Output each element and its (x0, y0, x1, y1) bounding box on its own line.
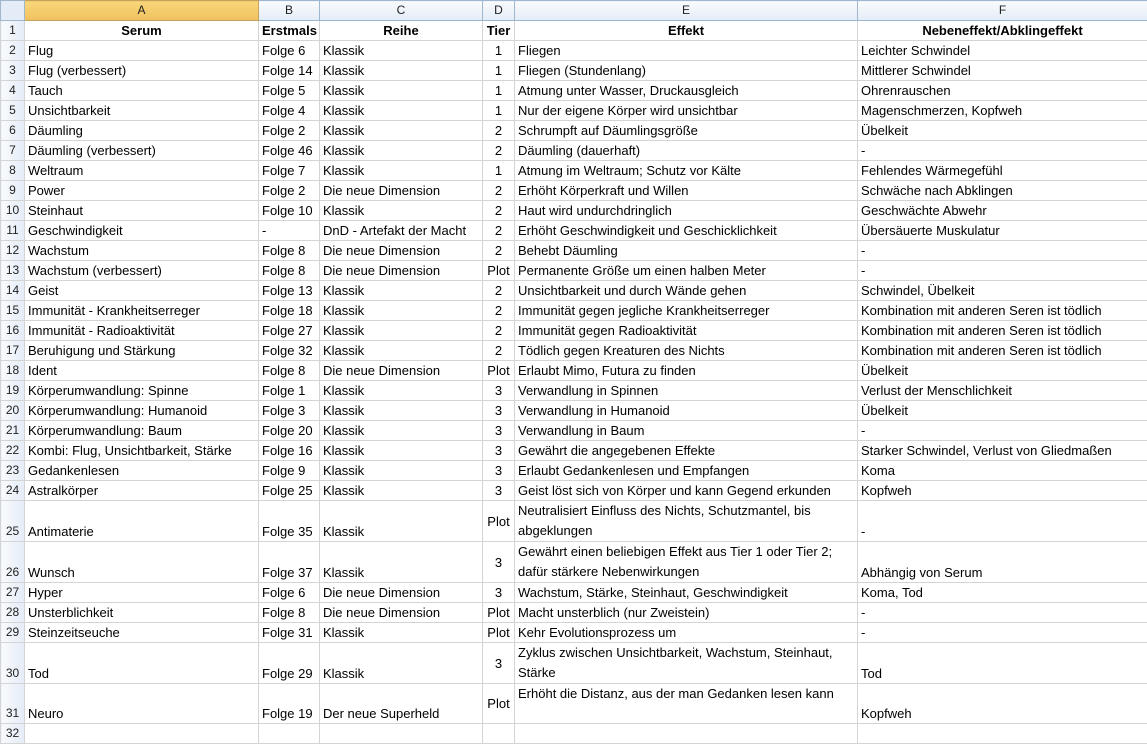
cell-nebeneffekt[interactable]: Übersäuerte Muskulatur (858, 221, 1147, 241)
table-row (1, 542, 1147, 583)
cell-serum[interactable]: Hyper (25, 583, 259, 603)
cell-reihe[interactable]: Die neue Dimension (320, 181, 483, 201)
cell-reihe[interactable]: Klassik (320, 542, 483, 583)
table-row (1, 461, 1147, 481)
cell-erstmals[interactable]: Folge 32 (259, 341, 320, 361)
cell-effekt[interactable]: Immunität gegen Radioaktivität (515, 321, 858, 341)
cell-serum[interactable]: Däumling (verbessert) (25, 141, 259, 161)
cell-erstmals[interactable]: Folge 3 (259, 401, 320, 421)
cell-nebeneffekt[interactable]: Schwindel, Übelkeit (858, 281, 1147, 301)
table-row (1, 301, 1147, 321)
cell-erstmals[interactable]: Folge 46 (259, 141, 320, 161)
cell-serum[interactable]: Wachstum (verbessert) (25, 261, 259, 281)
cell-erstmals[interactable]: Folge 27 (259, 321, 320, 341)
cell-reihe[interactable]: Klassik (320, 321, 483, 341)
cell-nebeneffekt[interactable]: Magenschmerzen, Kopfweh (858, 101, 1147, 121)
cell-reihe[interactable]: Klassik (320, 381, 483, 401)
cell-reihe[interactable]: Klassik (320, 281, 483, 301)
row-number[interactable]: 30 (1, 643, 25, 684)
cell-effekt[interactable]: Gewährt die angegebenen Effekte (515, 441, 858, 461)
cell-erstmals[interactable]: Folge 9 (259, 461, 320, 481)
cell-nebeneffekt[interactable]: Übelkeit (858, 361, 1147, 381)
cell-effekt[interactable]: Immunität gegen jegliche Krankheitserreger (515, 301, 858, 321)
cell-effekt[interactable]: Wachstum, Stärke, Steinhaut, Geschwindigkeit (515, 583, 858, 603)
cell-tier[interactable]: Plot (483, 261, 515, 281)
cell-effekt[interactable]: Kehr Evolutionsprozess um (515, 623, 858, 643)
cell-reihe[interactable]: Klassik (320, 441, 483, 461)
cell-effekt[interactable]: Erlaubt Gedankenlesen und Empfangen (515, 461, 858, 481)
cell-serum[interactable]: Körperumwandlung: Humanoid (25, 401, 259, 421)
cell-nebeneffekt[interactable]: - (858, 623, 1147, 643)
column-header-row (1, 1, 1147, 21)
cell-reihe[interactable]: Klassik (320, 81, 483, 101)
row-number[interactable]: 11 (1, 221, 25, 241)
cell-serum[interactable]: Tauch (25, 81, 259, 101)
row-number[interactable]: 32 (1, 724, 25, 744)
cell-serum[interactable]: Wachstum (25, 241, 259, 261)
table-row (1, 81, 1147, 101)
column-header-b[interactable]: B (259, 1, 320, 21)
cell-nebeneffekt[interactable]: Geschwächte Abwehr (858, 201, 1147, 221)
cell-serum[interactable]: Däumling (25, 121, 259, 141)
cell-reihe[interactable]: Die neue Dimension (320, 241, 483, 261)
cell-nebeneffekt[interactable]: Fehlendes Wärmegefühl (858, 161, 1147, 181)
row-number[interactable]: 13 (1, 261, 25, 281)
row-number[interactable]: 17 (1, 341, 25, 361)
row-number[interactable]: 21 (1, 421, 25, 441)
cell-serum[interactable]: Ident (25, 361, 259, 381)
cell-tier[interactable]: 3 (483, 461, 515, 481)
cell-tier[interactable]: 2 (483, 241, 515, 261)
column-header-f[interactable]: F (858, 1, 1147, 21)
cell-serum[interactable]: Immunität - Krankheitserreger (25, 301, 259, 321)
cell-tier[interactable]: 3 (483, 441, 515, 461)
row-number[interactable]: 6 (1, 121, 25, 141)
table-row (1, 41, 1147, 61)
row-number[interactable]: 1 (1, 21, 25, 41)
cell-nebeneffekt[interactable]: Kombination mit anderen Seren ist tödlich (858, 301, 1147, 321)
cell-serum[interactable]: Flug (verbessert) (25, 61, 259, 81)
row-number[interactable]: 20 (1, 401, 25, 421)
row-number[interactable]: 5 (1, 101, 25, 121)
cell-serum[interactable]: Kombi: Flug, Unsichtbarkeit, Stärke (25, 441, 259, 461)
cell-serum[interactable]: Power (25, 181, 259, 201)
cell-serum[interactable]: Geschwindigkeit (25, 221, 259, 241)
table-row (1, 201, 1147, 221)
cell-reihe[interactable]: Die neue Dimension (320, 603, 483, 623)
table-row (1, 181, 1147, 201)
cell-effekt[interactable]: Atmung unter Wasser, Druckausgleich (515, 81, 858, 101)
cell-reihe[interactable]: Klassik (320, 481, 483, 501)
cell-nebeneffekt[interactable]: Leichter Schwindel (858, 41, 1147, 61)
cell-tier[interactable]: 2 (483, 341, 515, 361)
cell-effekt[interactable]: Tödlich gegen Kreaturen des Nichts (515, 341, 858, 361)
table-row (1, 261, 1147, 281)
cell-effekt[interactable]: Verwandlung in Humanoid (515, 401, 858, 421)
row-number[interactable]: 26 (1, 542, 25, 583)
row-number[interactable]: 18 (1, 361, 25, 381)
row-number[interactable]: 15 (1, 301, 25, 321)
cell-tier[interactable]: Plot (483, 684, 515, 724)
cell-serum[interactable]: Gedankenlesen (25, 461, 259, 481)
table-row (1, 623, 1147, 643)
cell-effekt[interactable]: Gewährt einen beliebigen Effekt aus Tier 1 oder Tier 2; dafür stärkere Nebenwirkungen (515, 542, 858, 583)
cell-serum[interactable]: Weltraum (25, 161, 259, 181)
cell-tier[interactable]: 3 (483, 542, 515, 583)
row-number[interactable]: 22 (1, 441, 25, 461)
cell-nebeneffekt[interactable]: - (858, 501, 1147, 542)
row-number[interactable]: 16 (1, 321, 25, 341)
cell-serum[interactable]: Steinzeitseuche (25, 623, 259, 643)
cell-serum[interactable]: Unsterblichkeit (25, 603, 259, 623)
row-number[interactable]: 29 (1, 623, 25, 643)
cell-nebeneffekt[interactable]: - (858, 241, 1147, 261)
cell-tier[interactable]: Plot (483, 361, 515, 381)
cell-erstmals[interactable]: Folge 31 (259, 623, 320, 643)
cell-nebeneffekt[interactable]: Ohrenrauschen (858, 81, 1147, 101)
header-cell-reihe[interactable]: Reihe (320, 21, 483, 41)
row-number[interactable]: 10 (1, 201, 25, 221)
cell-effekt[interactable]: Schrumpft auf Däumlingsgröße (515, 121, 858, 141)
table-row (1, 361, 1147, 381)
cell-erstmals[interactable]: Folge 18 (259, 301, 320, 321)
cell-reihe[interactable]: Klassik (320, 61, 483, 81)
cell-effekt[interactable]: Behebt Däumling (515, 241, 858, 261)
cell-erstmals[interactable]: Folge 25 (259, 481, 320, 501)
cell-tier[interactable]: 1 (483, 101, 515, 121)
cell-reihe[interactable]: Klassik (320, 461, 483, 481)
cell-tier[interactable]: 3 (483, 643, 515, 684)
cell-erstmals[interactable]: Folge 19 (259, 684, 320, 724)
table-row (1, 643, 1147, 684)
table-row (1, 603, 1147, 623)
cell-reihe[interactable]: Klassik (320, 161, 483, 181)
cell-serum[interactable]: Antimaterie (25, 501, 259, 542)
table-row (1, 321, 1147, 341)
header-cell-erstmals[interactable]: Erstmals (259, 21, 320, 41)
cell-nebeneffekt[interactable]: Koma (858, 461, 1147, 481)
cell-erstmals[interactable]: Folge 35 (259, 501, 320, 542)
cell-effekt[interactable]: Däumling (dauerhaft) (515, 141, 858, 161)
cell-effekt[interactable]: Zyklus zwischen Unsichtbarkeit, Wachstum, Steinhaut, Stärke (515, 643, 858, 684)
cell-nebeneffekt[interactable]: Kopfweh (858, 481, 1147, 501)
cell-serum[interactable]: Steinhaut (25, 201, 259, 221)
cell-effekt[interactable]: Unsichtbarkeit und durch Wände gehen (515, 281, 858, 301)
row-number[interactable]: 14 (1, 281, 25, 301)
cell-erstmals[interactable]: Folge 2 (259, 181, 320, 201)
header-cell-nebeneffekt[interactable]: Nebeneffekt/Abklingeffekt (858, 21, 1147, 41)
cell-erstmals[interactable]: Folge 29 (259, 643, 320, 684)
cell-tier[interactable]: 2 (483, 181, 515, 201)
cell-tier[interactable]: 2 (483, 221, 515, 241)
cell-reihe[interactable]: Die neue Dimension (320, 261, 483, 281)
cell-erstmals[interactable]: Folge 13 (259, 281, 320, 301)
cell-reihe[interactable]: Klassik (320, 401, 483, 421)
cell-tier[interactable]: 1 (483, 161, 515, 181)
cell-erstmals[interactable]: Folge 8 (259, 261, 320, 281)
cell-tier[interactable]: 3 (483, 401, 515, 421)
cell-tier[interactable]: 1 (483, 81, 515, 101)
cell-erstmals[interactable]: Folge 10 (259, 201, 320, 221)
table-row (1, 421, 1147, 441)
row-number[interactable]: 9 (1, 181, 25, 201)
cell-erstmals[interactable]: Folge 1 (259, 381, 320, 401)
table-row (1, 141, 1147, 161)
cell-effekt[interactable]: Erhöht die Distanz, aus der man Gedanken lesen kann (515, 684, 858, 724)
cell-nebeneffekt[interactable]: Übelkeit (858, 401, 1147, 421)
table-row (1, 341, 1147, 361)
cell-effekt[interactable]: Erhöht Geschwindigkeit und Geschicklichkeit (515, 221, 858, 241)
cell-effekt[interactable]: Fliegen (Stundenlang) (515, 61, 858, 81)
cell-effekt[interactable]: Erhöht Körperkraft und Willen (515, 181, 858, 201)
column-header-d[interactable]: D (483, 1, 515, 21)
cell-nebeneffekt[interactable]: - (858, 261, 1147, 281)
cell-reihe[interactable]: DnD - Artefakt der Macht (320, 221, 483, 241)
cell-nebeneffekt[interactable]: Koma, Tod (858, 583, 1147, 603)
cell-reihe[interactable]: Klassik (320, 101, 483, 121)
table-row (1, 281, 1147, 301)
row-number[interactable]: 31 (1, 684, 25, 724)
grid-body (1, 21, 1147, 744)
header-cell-effekt[interactable]: Effekt (515, 21, 858, 41)
cell-reihe[interactable]: Der neue Superheld (320, 684, 483, 724)
cell-tier[interactable]: 2 (483, 121, 515, 141)
cell-reihe[interactable]: Klassik (320, 643, 483, 684)
cell-tier[interactable]: 3 (483, 481, 515, 501)
cell-nebeneffekt[interactable]: Kombination mit anderen Seren ist tödlich (858, 341, 1147, 361)
cell-tier[interactable]: 3 (483, 381, 515, 401)
cell-effekt[interactable]: Atmung im Weltraum; Schutz vor Kälte (515, 161, 858, 181)
header-row (1, 21, 1147, 41)
cell-serum[interactable]: Unsichtbarkeit (25, 101, 259, 121)
cell-reihe[interactable]: Klassik (320, 421, 483, 441)
cell-tier[interactable]: 3 (483, 583, 515, 603)
cell-tier[interactable]: 1 (483, 41, 515, 61)
cell-erstmals[interactable]: Folge 14 (259, 61, 320, 81)
cell-nebeneffekt[interactable]: Abhängig von Serum (858, 542, 1147, 583)
cell-erstmals[interactable]: Folge 8 (259, 241, 320, 261)
table-row (1, 501, 1147, 542)
cell-tier[interactable]: 2 (483, 281, 515, 301)
cell-serum[interactable]: Körperumwandlung: Baum (25, 421, 259, 441)
row-number[interactable]: 2 (1, 41, 25, 61)
table-row (1, 161, 1147, 181)
table-row (1, 241, 1147, 261)
cell-reihe[interactable]: Klassik (320, 201, 483, 221)
cell-erstmals[interactable]: Folge 2 (259, 121, 320, 141)
cell-tier[interactable]: Plot (483, 501, 515, 542)
cell-tier[interactable]: 1 (483, 61, 515, 81)
cell-tier[interactable]: Plot (483, 603, 515, 623)
row-number[interactable]: 27 (1, 583, 25, 603)
table-row (1, 441, 1147, 461)
cell-serum[interactable]: Körperumwandlung: Spinne (25, 381, 259, 401)
cell-erstmals[interactable]: Folge 20 (259, 421, 320, 441)
cell-serum[interactable]: Flug (25, 41, 259, 61)
cell-reihe[interactable]: Die neue Dimension (320, 361, 483, 381)
cell-erstmals[interactable]: Folge 6 (259, 583, 320, 603)
cell-erstmals[interactable]: Folge 5 (259, 81, 320, 101)
cell-reihe[interactable]: Klassik (320, 341, 483, 361)
cell-nebeneffekt[interactable]: Starker Schwindel, Verlust von Gliedmaßen (858, 441, 1147, 461)
row-number[interactable]: 23 (1, 461, 25, 481)
column-header-e[interactable]: E (515, 1, 858, 21)
row-number[interactable]: 4 (1, 81, 25, 101)
cell-serum[interactable]: Wunsch (25, 542, 259, 583)
header-cell-serum[interactable]: Serum (25, 21, 259, 41)
cell-reihe[interactable]: Klassik (320, 141, 483, 161)
table-row (1, 583, 1147, 603)
cell-reihe[interactable]: Klassik (320, 623, 483, 643)
cell-reihe[interactable]: Klassik (320, 501, 483, 542)
cell-nebeneffekt[interactable]: Übelkeit (858, 121, 1147, 141)
row-number[interactable]: 8 (1, 161, 25, 181)
cell-erstmals[interactable]: Folge 37 (259, 542, 320, 583)
cell-effekt[interactable]: Haut wird undurchdringlich (515, 201, 858, 221)
cell-effekt[interactable]: Fliegen (515, 41, 858, 61)
cell-serum[interactable]: Immunität - Radioaktivität (25, 321, 259, 341)
cell-effekt[interactable]: Permanente Größe um einen halben Meter (515, 261, 858, 281)
cell-effekt[interactable]: Geist löst sich von Körper und kann Gegend erkunden (515, 481, 858, 501)
cell-tier[interactable]: 3 (483, 421, 515, 441)
cell-serum[interactable]: Geist (25, 281, 259, 301)
row-number[interactable]: 3 (1, 61, 25, 81)
cell-effekt[interactable]: Macht unsterblich (nur Zweistein) (515, 603, 858, 623)
cell-nebeneffekt[interactable]: Kombination mit anderen Seren ist tödlich (858, 321, 1147, 341)
cell-nebeneffekt[interactable]: - (858, 141, 1147, 161)
cell-tier[interactable]: 2 (483, 321, 515, 341)
cell-nebeneffekt[interactable]: - (858, 421, 1147, 441)
cell-effekt[interactable]: Erlaubt Mimo, Futura zu finden (515, 361, 858, 381)
cell-tier[interactable]: 2 (483, 201, 515, 221)
table-row (1, 121, 1147, 141)
cell-erstmals[interactable]: Folge 4 (259, 101, 320, 121)
cell-nebeneffekt[interactable]: Kopfweh (858, 684, 1147, 724)
row-number[interactable]: 25 (1, 501, 25, 542)
cell-serum[interactable]: Astralkörper (25, 481, 259, 501)
cell-serum[interactable]: Tod (25, 643, 259, 684)
cell-reihe[interactable]: Klassik (320, 121, 483, 141)
row-number[interactable]: 7 (1, 141, 25, 161)
row-number[interactable]: 12 (1, 241, 25, 261)
cell-reihe[interactable]: Die neue Dimension (320, 583, 483, 603)
row-number[interactable]: 28 (1, 603, 25, 623)
column-header-c[interactable]: C (320, 1, 483, 21)
cell-nebeneffekt[interactable]: Verlust der Menschlichkeit (858, 381, 1147, 401)
cell-nebeneffekt[interactable]: Mittlerer Schwindel (858, 61, 1147, 81)
cell-tier[interactable]: Plot (483, 623, 515, 643)
table-row (1, 221, 1147, 241)
row-number[interactable]: 19 (1, 381, 25, 401)
table-row (1, 101, 1147, 121)
cell-effekt[interactable]: Verwandlung in Baum (515, 421, 858, 441)
cell-reihe[interactable]: Klassik (320, 301, 483, 321)
select-all-corner[interactable] (1, 1, 25, 21)
cell-nebeneffekt[interactable]: Tod (858, 643, 1147, 684)
cell-erstmals[interactable]: Folge 8 (259, 603, 320, 623)
cell-nebeneffekt[interactable]: - (858, 603, 1147, 623)
cell-erstmals[interactable]: Folge 6 (259, 41, 320, 61)
table-row (1, 401, 1147, 421)
cell-erstmals[interactable]: - (259, 221, 320, 241)
cell-effekt[interactable]: Verwandlung in Spinnen (515, 381, 858, 401)
cell-serum[interactable]: Beruhigung und Stärkung (25, 341, 259, 361)
table-row (1, 61, 1147, 81)
cell-erstmals[interactable]: Folge 7 (259, 161, 320, 181)
cell-serum[interactable]: Neuro (25, 684, 259, 724)
column-header-a[interactable]: A (25, 1, 259, 21)
cell-tier[interactable]: 2 (483, 301, 515, 321)
cell-erstmals[interactable]: Folge 16 (259, 441, 320, 461)
header-cell-tier[interactable]: Tier (483, 21, 515, 41)
row-number[interactable]: 24 (1, 481, 25, 501)
table-row (1, 684, 1147, 724)
table-row (1, 481, 1147, 501)
cell-effekt[interactable]: Neutralisiert Einfluss des Nichts, Schutzmantel, bis abgeklungen (515, 501, 858, 542)
cell-tier[interactable]: 2 (483, 141, 515, 161)
cell-erstmals[interactable]: Folge 8 (259, 361, 320, 381)
cell-reihe[interactable]: Klassik (320, 41, 483, 61)
cell-effekt[interactable]: Nur der eigene Körper wird unsichtbar (515, 101, 858, 121)
cell-nebeneffekt[interactable]: Schwäche nach Abklingen (858, 181, 1147, 201)
table-row (1, 381, 1147, 401)
